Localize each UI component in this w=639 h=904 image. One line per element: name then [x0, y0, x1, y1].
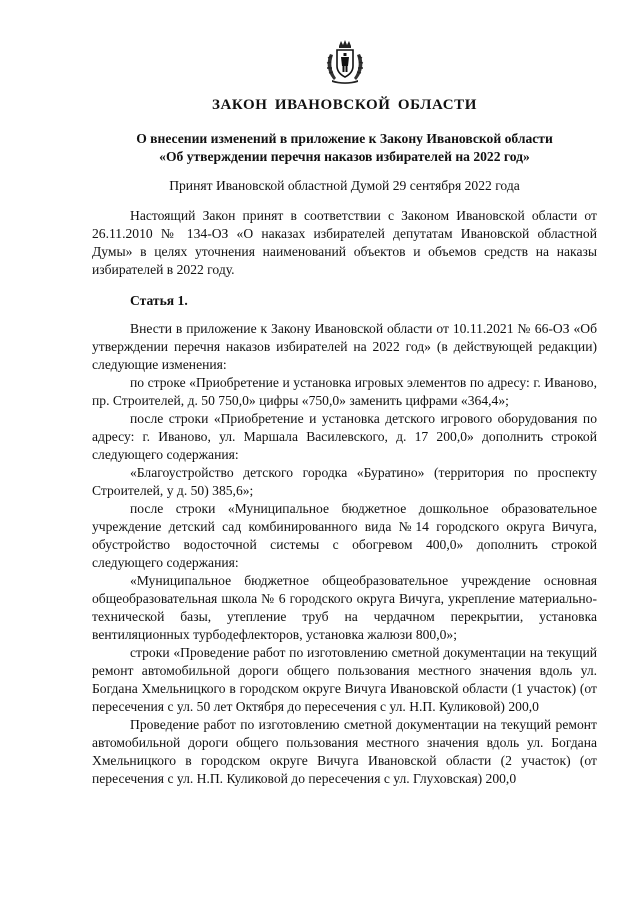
document-page [92, 40, 597, 788]
paragraph-5: после строки «Муниципальное бюджетное дошкольное образовательное учреждение детский сад комбинированного вида №14 городского округа Вичуга, обустройство водосточной системы с обогревом 400,0» дополнить строкой следующего содержания: [92, 501, 597, 570]
coat-of-arms-emblem-icon [322, 40, 368, 84]
paragraph-6: «Муниципальное бюджетное общеобразовательное учреждение основная общеобразовательная школа № 6 городского округа Вичуга, укрепление материально-технической базы, утепление труб на чердачном перекрытии, установка вентиляционных турбодефлекторов, установка жалюзи 800,0»; [92, 573, 597, 642]
paragraph-8: Проведение работ по изготовлению сметной документации на текущий ремонт автомобильной дороги общего пользования местного значения вдоль ул. Богдана Хмельницкого в городском округе Вичуга Ивановской области (2 участок) (от пересечения с ул. Н.П. Куликовой до пересечения с ул. Глуховская) 200,0 [92, 717, 597, 786]
preamble-paragraph: Настоящий Закон принят в соответствии с Законом Ивановской области от 26.11.2010 № 134-ОЗ «О наказах избирателей депутатам Ивановской областной Думы» в целях уточнения наименований объектов и объемов средств на наказы избирателей в 2022 году. [92, 208, 597, 277]
paragraph-1: Внести в приложение к Закону Ивановской области от 10.11.2021 № 66-ОЗ «Об утверждении перечня наказов избирателей на 2022 год» (в действующей редакции) следующие изменения: [92, 321, 597, 372]
paragraph-2: по строке «Приобретение и установка игровых элементов по адресу: г. Иваново, пр. Строителей, д. 50 750,0» цифры «750,0» заменить цифрами «364,4»; [92, 375, 597, 408]
adoption-date: Принят Ивановской областной Думой 29 сентября 2022 года [169, 178, 520, 193]
paragraph-4: «Благоустройство детского городка «Буратино» (территория по проспекту Строителей, у д. 50) 385,6»; [92, 465, 597, 498]
paragraph-3: после строки «Приобретение и установка детского игрового оборудования по адресу: г. Иваново, ул. Маршала Василевского, д. 17 200,0» дополнить строкой следующего содержания: [92, 411, 597, 462]
law-body [92, 207, 597, 788]
article-heading: Статья 1. [130, 293, 188, 308]
law-title: ЗАКОН ИВАНОВСКОЙ ОБЛАСТИ [211, 97, 478, 113]
law-subject [92, 130, 597, 166]
law-subject-line-1: О внесении изменений в приложение к Закону Ивановской области [136, 131, 553, 146]
law-subject-line-2: «Об утверждении перечня наказов избирателей на 2022 год» [159, 149, 530, 164]
paragraph-7: строки «Проведение работ по изготовлению сметной документации на текущий ремонт автомобильной дороги общего пользования местного значения вдоль ул. Богдана Хмельницкого в городском округе Вичуга Ивановской области (1 участок) (от пересечения с ул. 50 лет Октября до пересечения с ул. Н.П. Куликовой) 200,0 [92, 645, 597, 714]
